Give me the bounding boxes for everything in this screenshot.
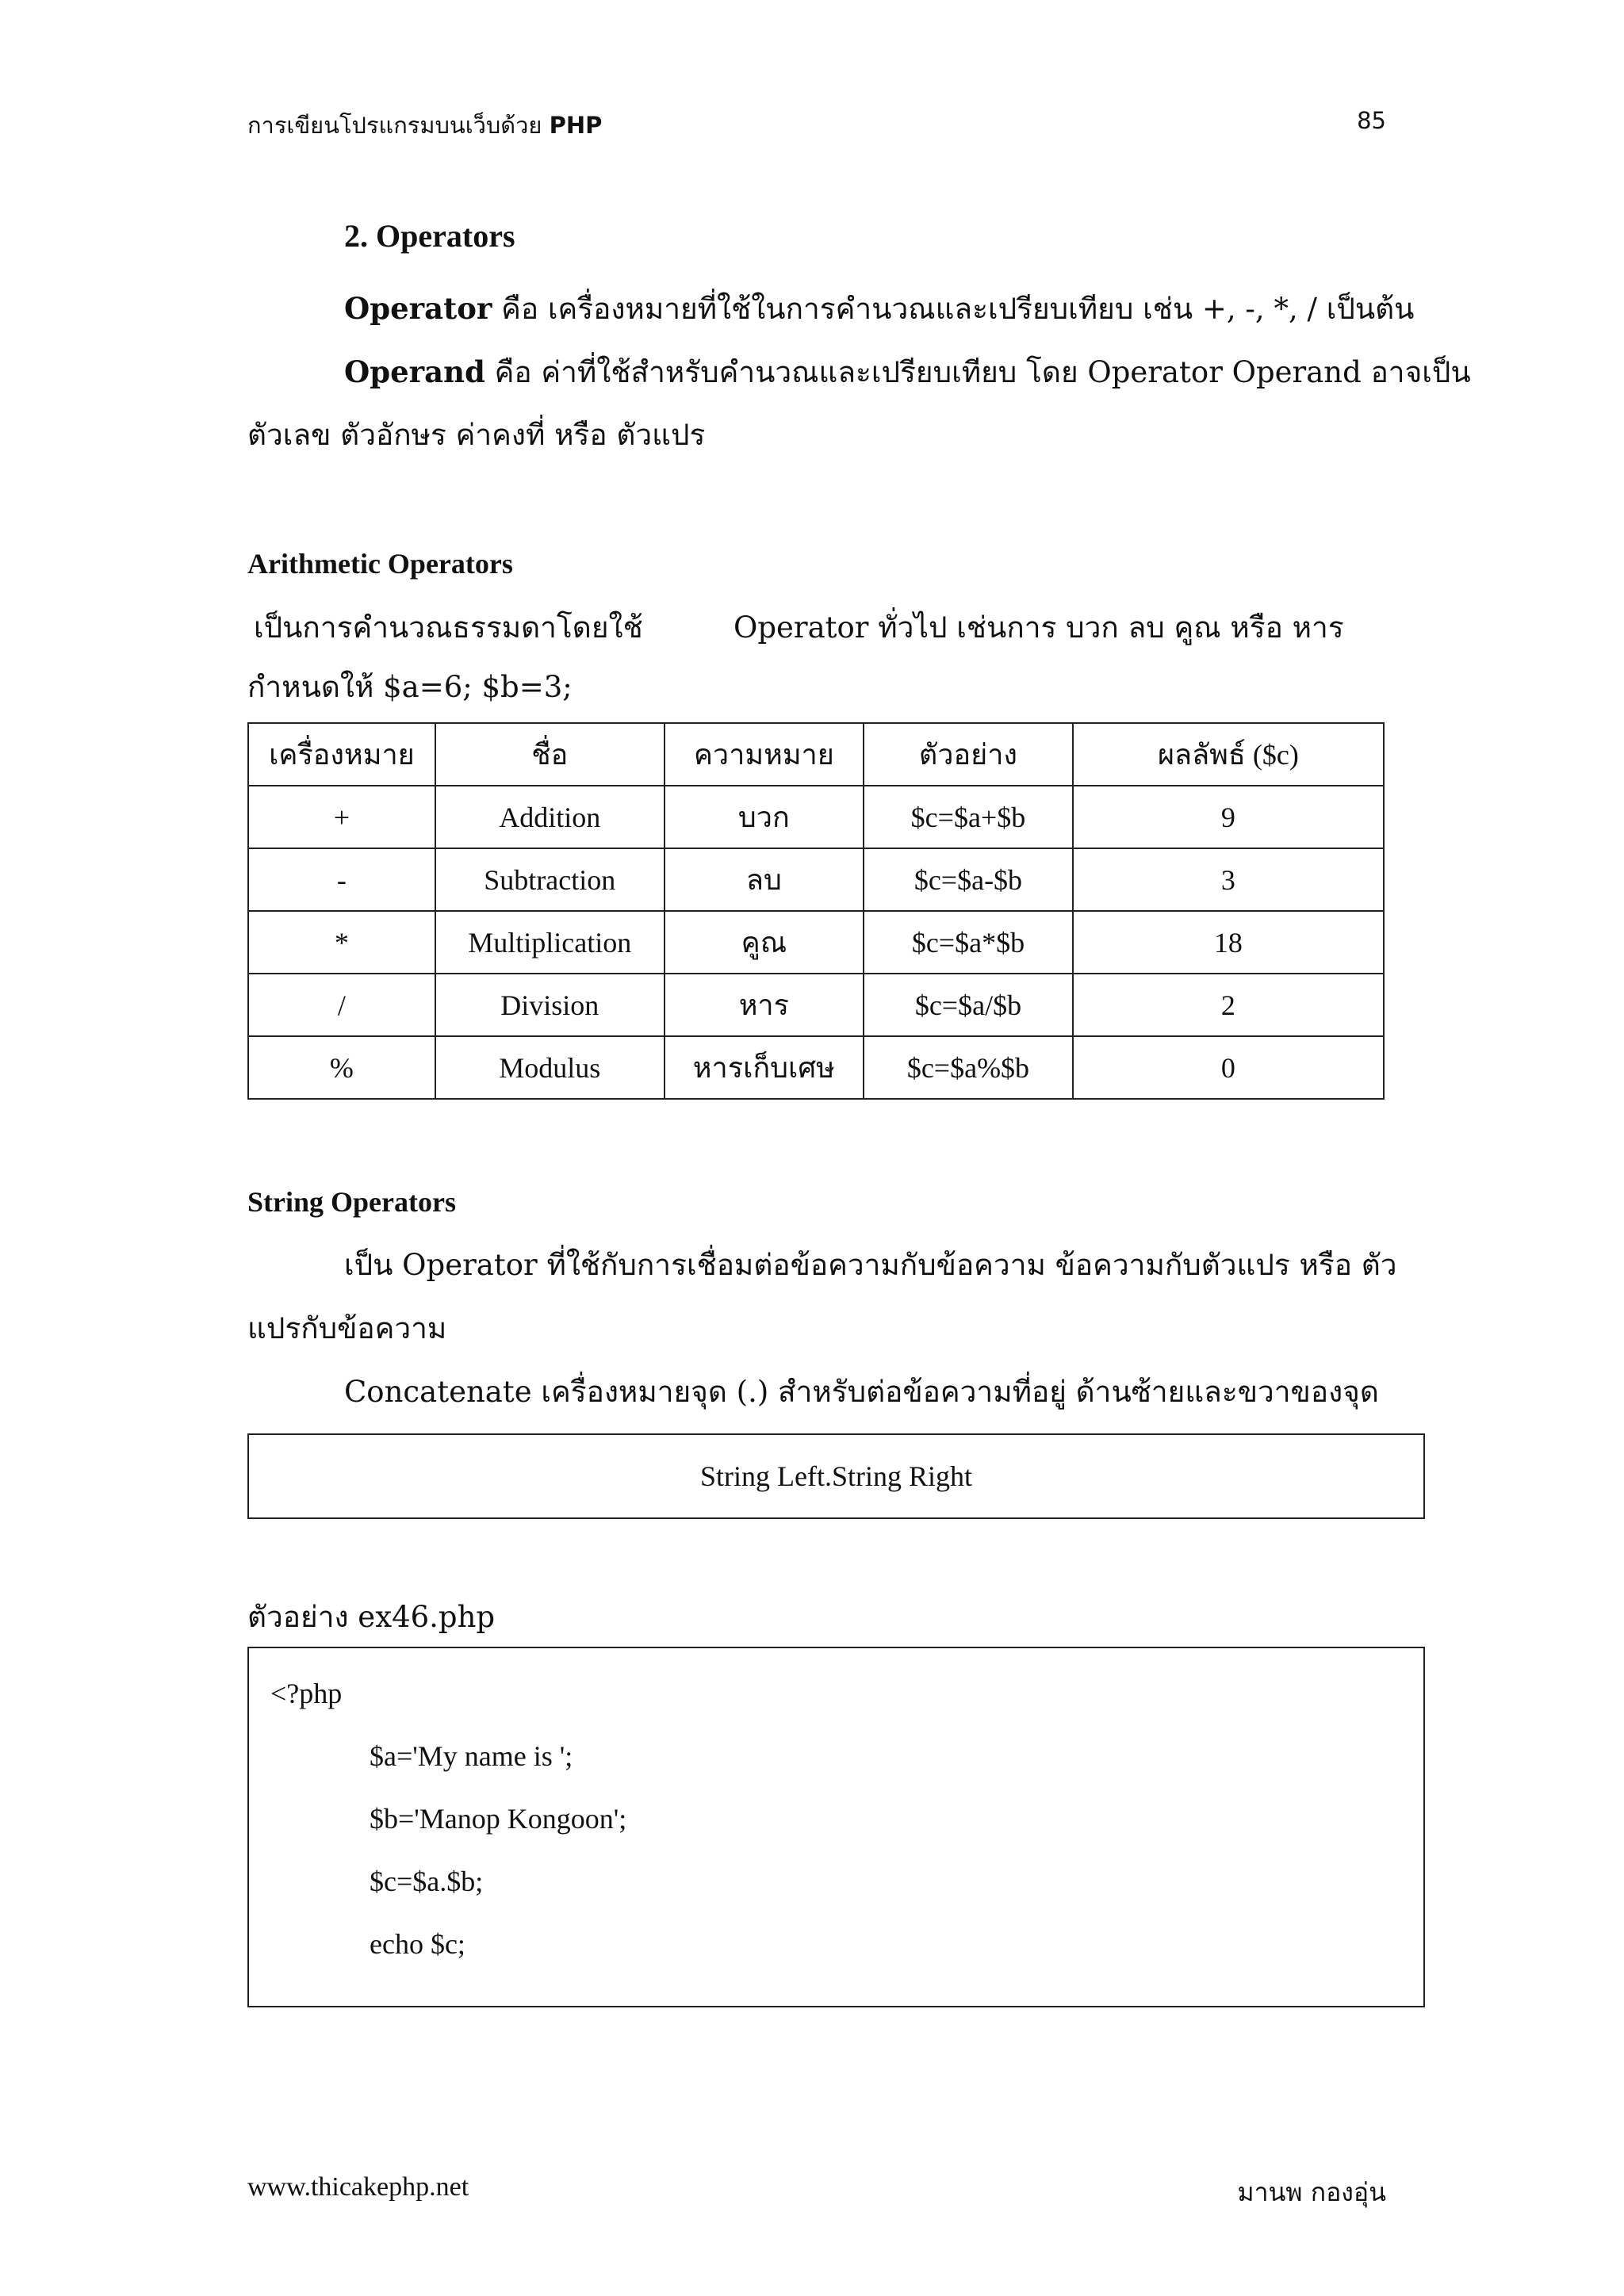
section-title: 2. Operators [344,218,515,254]
code-line: echo $c; [370,1928,465,1960]
operand-definition [344,340,1471,404]
cell-result: 9 [1073,786,1384,848]
code-line: $b='Manop Kongoon'; [370,1803,627,1835]
operator-definition [344,277,1414,341]
footer-website: www.thicakephp.net [247,2172,469,2202]
table-row [248,786,1384,848]
arithmetic-operators-table [247,722,1385,1100]
page-number: 85 [1357,107,1386,134]
cell-symbol: + [248,786,435,848]
string-operators-heading: String Operators [247,1186,456,1218]
header-meaning: ความหมาย [665,723,864,786]
operand-term: Operand [344,354,485,389]
cell-result: 3 [1073,848,1384,911]
table-row [248,848,1384,911]
example-label: ตัวอย่าง ex46.php [247,1600,496,1634]
header-symbol: เครื่องหมาย [248,723,435,786]
cell-meaning: คูณ [665,911,864,974]
cell-example: $c=$a+$b [864,786,1073,848]
concatenate-description: Concatenate เครื่องหมายจุด (.) สำหรับต่อข้อความที่อยู่ ด้านซ้ายและขวาของจุด [344,1375,1379,1409]
concatenation-syntax-box [247,1433,1425,1519]
operator-term: Operator [344,291,492,326]
cell-meaning: ลบ [665,848,864,911]
operand-definition-cont: ตัวเลข ตัวอักษร ค่าคงที่ หรือ ตัวแปร [247,418,706,452]
table-row [248,974,1384,1036]
header-title-thai: การเขียนโปรแกรมบนเว็บด้วย [247,112,542,139]
table-row [248,1036,1384,1099]
string-ops-desc-line2: แปรกับข้อความ [247,1311,447,1345]
cell-result: 2 [1073,974,1384,1036]
code-line: $a='My name is '; [370,1740,573,1772]
cell-name: Addition [435,786,665,848]
arithmetic-heading: Arithmetic Operators [247,548,513,580]
code-line-open-tag: <?php [270,1678,343,1709]
cell-meaning: บวก [665,786,864,848]
cell-result: 0 [1073,1036,1384,1099]
operator-def-text: คือ เครื่องหมายที่ใช้ในการคำนวณและเปรียบเทียบ เช่น +, -, *, / เป็นต้น [492,292,1415,326]
operand-def-text: คือ ค่าที่ใช้สำหรับคำนวณและเปรียบเทียบ โดย Operator Operand อาจเป็น [485,355,1471,389]
arithmetic-desc-part2: Operator ทั่วไป เช่นการ บวก ลบ คูณ หรือ หาร [733,610,1344,645]
cell-meaning: หารเก็บเศษ [665,1036,864,1099]
code-example-box [247,1647,1425,2007]
cell-name: Modulus [435,1036,665,1099]
code-line: $c=$a.$b; [370,1866,484,1897]
cell-name: Division [435,974,665,1036]
running-header-title [247,107,602,144]
cell-example: $c=$a*$b [864,911,1073,974]
string-ops-desc-line1: เป็น Operator ที่ใช้กับการเชื่อมต่อข้อความกับข้อความ ข้อความกับตัวแปร หรือ ตัว [344,1248,1397,1282]
cell-example: $c=$a%$b [864,1036,1073,1099]
cell-symbol: % [248,1036,435,1099]
footer-author: มานพ กองอุ่น [1237,2177,1386,2207]
cell-example: $c=$a-$b [864,848,1073,911]
header-title-php: PHP [549,112,603,139]
cell-symbol: - [248,848,435,911]
header-name: ชื่อ [435,723,665,786]
table-header-row [248,723,1384,786]
header-result: ผลลัพธ์ ($c) [1073,723,1384,786]
arithmetic-desc-part1: เป็นการคำนวณธรรมดาโดยใช้ [254,610,643,645]
cell-name: Multiplication [435,911,665,974]
concatenation-syntax-text: String Left.String Right [699,1460,972,1492]
cell-example: $c=$a/$b [864,974,1073,1036]
cell-meaning: หาร [665,974,864,1036]
header-example: ตัวอย่าง [864,723,1073,786]
cell-symbol: * [248,911,435,974]
cell-symbol: / [248,974,435,1036]
cell-result: 18 [1073,911,1384,974]
arithmetic-given: กำหนดให้ $a=6; $b=3; [247,670,573,704]
table-row [248,911,1384,974]
cell-name: Subtraction [435,848,665,911]
